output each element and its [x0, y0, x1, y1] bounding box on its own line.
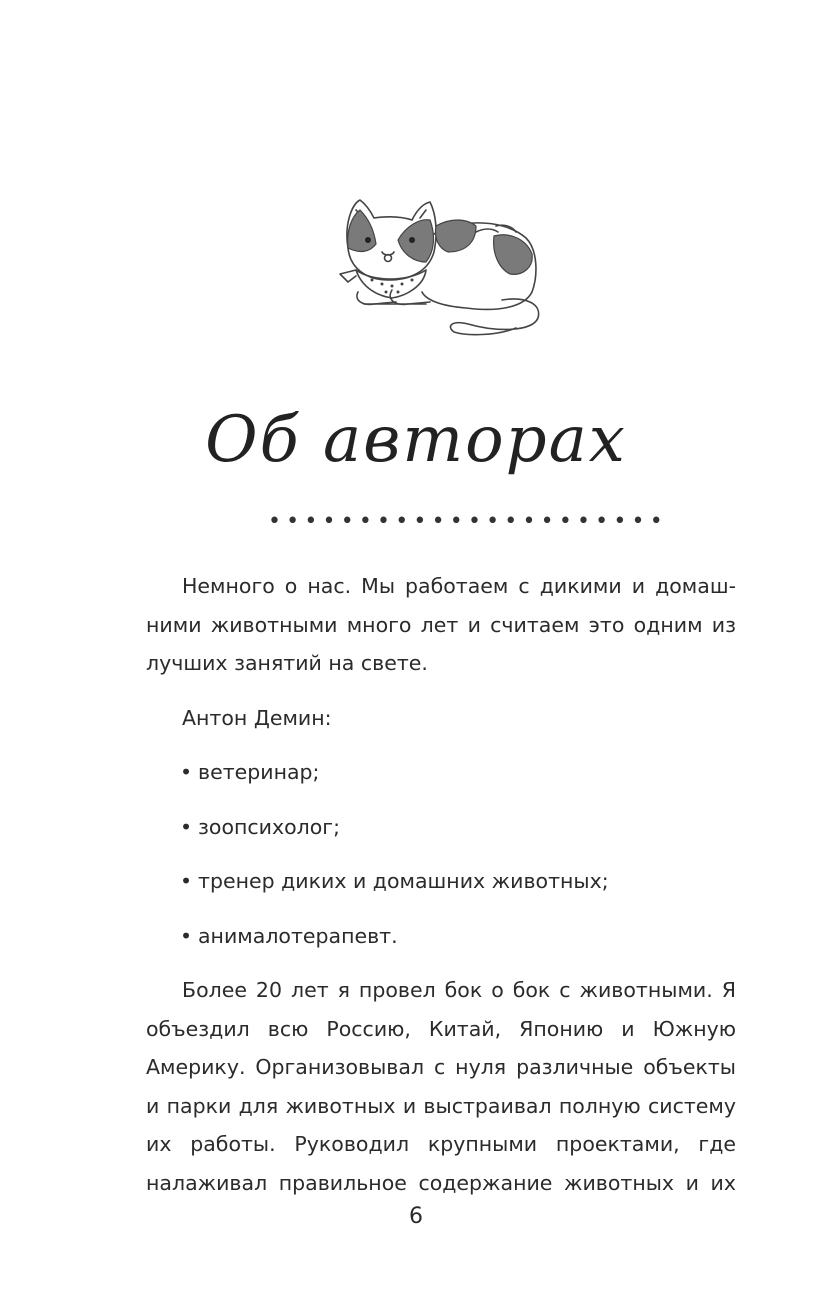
page-title: Об авторах [205, 403, 627, 477]
bullet-marker: • [180, 923, 193, 948]
body-text [146, 567, 736, 1202]
cat-illustration [326, 196, 546, 338]
intro-paragraph: Немного о нас. Мы работаем с дикими и домашними животными много лет и считаем это одним из лучших занятий на свете. [146, 574, 736, 675]
author-roles-list [146, 753, 736, 955]
author-name: Антон Демин: [182, 705, 332, 730]
bullet-marker: • [180, 869, 193, 893]
dotted-separator: •••••••••••••••••••••• [268, 509, 668, 534]
bullet-marker: • [180, 760, 193, 784]
page-number: 6 [409, 1204, 423, 1229]
list-item: • тренер диких и домашних животных; [180, 862, 736, 901]
list-item: • анималотерапевт. [180, 917, 736, 956]
list-item: • ветеринар; [180, 753, 736, 792]
biography-paragraph: Более 20 лет я провел бок о бок с животными. Я объездил всю Россию, Китай, Японию и Южную Америку. Организовывал с нуля различные объекты и парки для животных и выстраивал полную систему их работы. Руководил крупными проектами, где налаживал правильное содержание животных и их [146, 978, 736, 1195]
bullet-marker: • [180, 814, 193, 839]
list-item: • зоопсихолог; [180, 808, 736, 847]
